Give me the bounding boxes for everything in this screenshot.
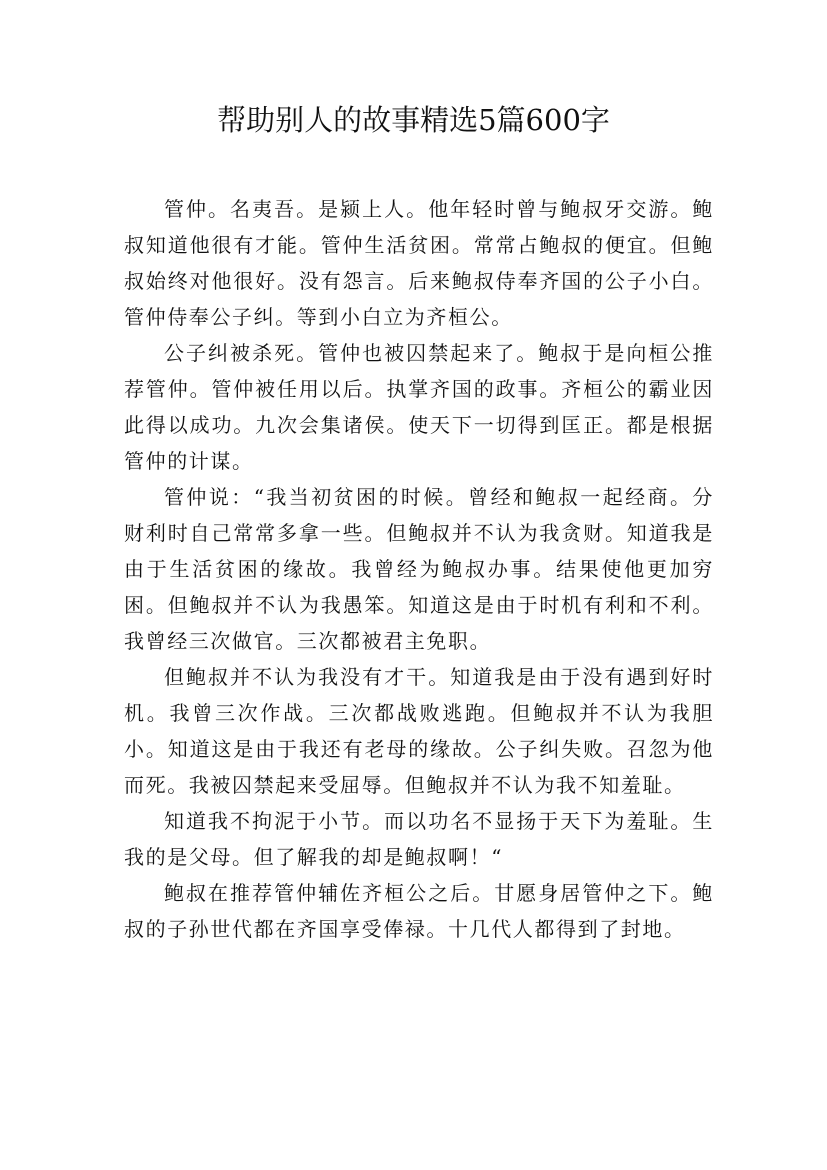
paragraph-5: 知道我不拘泥于小节。而以功名不显扬于天下为羞耻。生我的是父母。但了解我的却是鲍叔啊！“ — [124, 809, 714, 869]
paragraph-3: 管仲说：“我当初贫困的时候。曾经和鲍叔一起经商。分财利时自己常常多拿一些。但鲍叔并不认为我贪财。知道我是由于生活贫困的缘故。我曾经为鲍叔办事。结果使他更加穷困。但鲍叔并不认为我愚笨。知道这是由于时机有利和不利。我曾经三次做官。三次都被君主免职。 — [124, 485, 714, 653]
article-body — [124, 191, 714, 947]
paragraph-4: 但鲍叔并不认为我没有才干。知道我是由于没有遇到好时机。我曾三次作战。三次都战败逃跑。但鲍叔并不认为我胆小。知道这是由于我还有老母的缘故。公子纠失败。召忽为他而死。我被囚禁起来受屈辱。但鲍叔并不认为我不知羞耻。 — [124, 665, 714, 797]
paragraph-6: 鲍叔在推荐管仲辅佐齐桓公之后。甘愿身居管仲之下。鲍叔的子孙世代都在齐国享受俸禄。十几代人都得到了封地。 — [124, 881, 714, 941]
page-title: 帮助别人的故事精选5篇600字 — [217, 103, 610, 137]
paragraph-1: 管仲。名夷吾。是颍上人。他年轻时曾与鲍叔牙交游。鲍叔知道他很有才能。管仲生活贫困。常常占鲍叔的便宜。但鲍叔始终对他很好。没有怨言。后来鲍叔侍奉齐国的公子小白。管仲侍奉公子纠。等到小白立为齐桓公。 — [124, 197, 714, 329]
paragraph-2: 公子纠被杀死。管仲也被囚禁起来了。鲍叔于是向桓公推荐管仲。管仲被任用以后。执掌齐国的政事。齐桓公的霸业因此得以成功。九次会集诸侯。使天下一切得到匡正。都是根据管仲的计谋。 — [124, 341, 714, 473]
